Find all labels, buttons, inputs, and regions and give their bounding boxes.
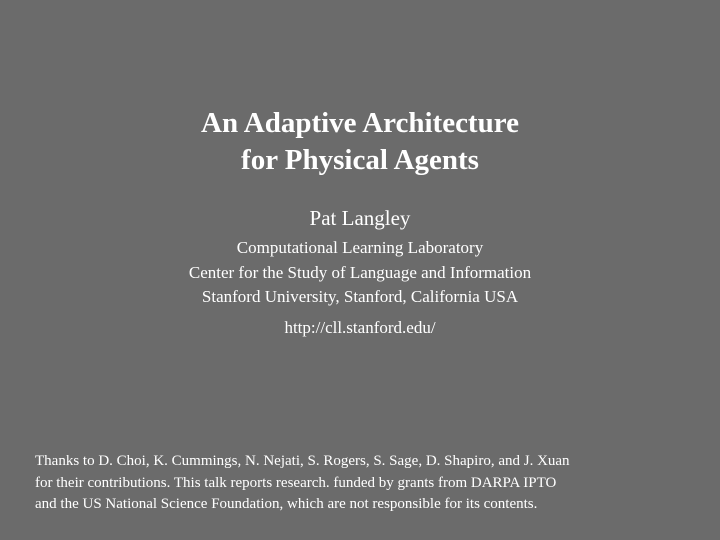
acknowledgment-line-3: and the US National Science Foundation, which are not responsible for its contents. xyxy=(35,496,538,512)
acknowledgment xyxy=(35,451,715,516)
affiliation-line-2: Center for the Study of Language and Information xyxy=(188,262,532,282)
affiliation-line-1: Computational Learning Laboratory xyxy=(236,238,484,257)
slide-title xyxy=(0,105,720,179)
lab-url: http://cll.stanford.edu/ xyxy=(284,318,436,337)
acknowledgment-line-2: for their contributions. This talk reports research. funded by grants from DARPA IPTO xyxy=(35,474,557,491)
title-line-2: for Physical Agents xyxy=(241,144,479,176)
affiliation-line-3: Stanford University, Stanford, California USA xyxy=(201,287,519,306)
acknowledgment-line-1: Thanks to D. Choi, K. Cummings, N. Nejati, S. Rogers, S. Sage, D. Shapiro, and J. Xuan xyxy=(35,453,570,469)
affiliation xyxy=(0,236,720,310)
author-name: Pat Langley xyxy=(309,206,411,230)
title-line-1: An Adaptive Architecture xyxy=(201,107,519,139)
